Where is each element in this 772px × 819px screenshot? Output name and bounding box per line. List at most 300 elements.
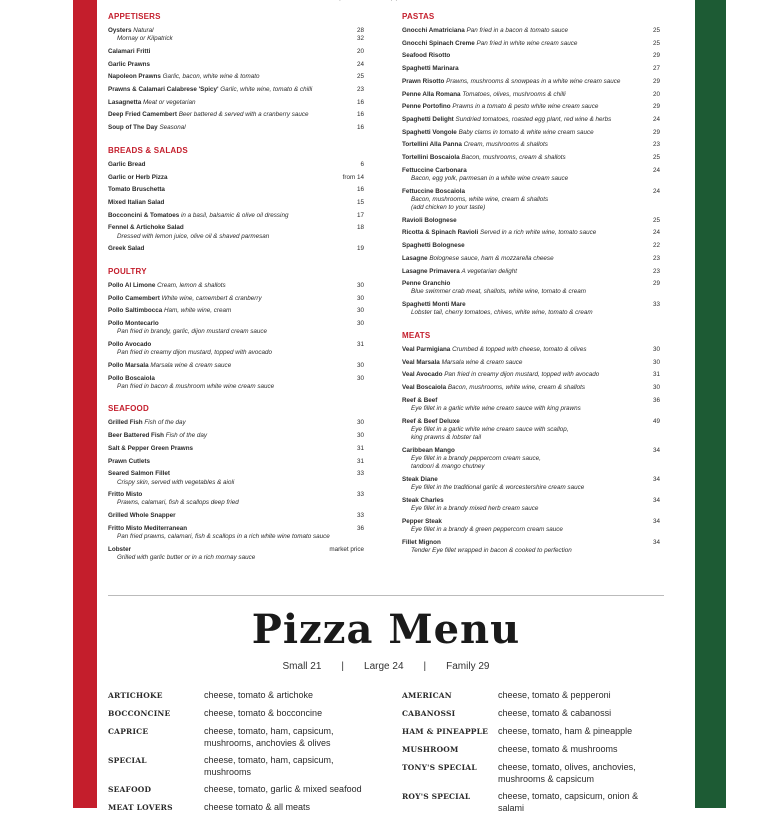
menu-item	[402, 476, 660, 492]
menu-item-name: Lasagne	[402, 254, 428, 262]
menu-item	[108, 512, 364, 520]
menu-item-price	[352, 86, 364, 94]
menu-item	[108, 362, 364, 370]
menu-item	[402, 371, 660, 379]
menu-item-description: Marsala wine & cream sauce	[441, 358, 523, 366]
pizza-item	[108, 689, 368, 702]
price-value: 49	[652, 417, 660, 425]
menu-item-price	[352, 491, 364, 507]
menu-item-description: Seasonal	[159, 124, 186, 132]
menu-item-name: Gnocchi Amatriciana	[402, 27, 465, 34]
price-value: 24	[652, 115, 660, 123]
price-value: 23	[652, 254, 660, 262]
size-separator: |	[341, 661, 345, 672]
menu-item-description: Cream, mushrooms & shallots	[463, 141, 548, 149]
price-value: 30	[356, 374, 364, 382]
menu-item-name: Reef & Beef	[402, 396, 438, 404]
menu-item-description: Garlic, bacon, white wine & tomato	[162, 73, 260, 81]
menu-item-name: Fettuccine Carbonara	[402, 166, 467, 174]
menu-item	[402, 40, 660, 48]
menu-item-name: Veal Marsala	[402, 358, 440, 366]
pizza-name: AMERICAN	[402, 691, 452, 700]
menu-item-price	[352, 282, 364, 290]
menu-item	[402, 154, 660, 162]
menu-item-description: Marsala wine & cream sauce	[150, 361, 232, 369]
price-value: 17	[356, 211, 364, 219]
pizza-description: cheese, tomato, olives, anchovies, mushrooms & capsicum	[498, 762, 636, 784]
menu-item-name: Bocconcini & Tomatoes	[108, 211, 180, 219]
menu-item-text	[402, 229, 648, 237]
menu-item-text	[402, 447, 648, 472]
menu-item-price	[352, 419, 364, 427]
menu-item-name: Gnocchi Spinach Creme	[402, 39, 475, 47]
menu-item-text	[108, 212, 352, 220]
menu-item-text	[108, 341, 352, 357]
menu-item-text	[402, 40, 648, 48]
right-menu-column	[402, 12, 660, 569]
price-value: 36	[356, 524, 364, 532]
menu-item-text	[402, 497, 648, 513]
menu-item-price	[352, 161, 364, 169]
menu-item-name: Tomato Bruschetta	[108, 186, 165, 194]
price-value: 23	[652, 141, 660, 149]
menu-item-description: A vegetarian delight	[461, 267, 517, 275]
price-value: 31	[356, 457, 364, 465]
menu-item	[108, 245, 364, 253]
menu-item	[108, 282, 364, 290]
menu-item-price	[648, 40, 660, 48]
menu-item	[108, 48, 364, 56]
menu-item-text	[108, 307, 352, 315]
section-title: POULTRY	[108, 266, 147, 276]
menu-item-detail: (add chicken to your taste)	[411, 204, 486, 212]
menu-item	[108, 224, 364, 240]
menu-item-description: Prawns, mushrooms & snowpeas in a white wine cream sauce	[446, 77, 621, 85]
menu-item-name: Pollo Montecarlo	[108, 320, 159, 328]
menu-item-price	[648, 154, 660, 162]
menu-item-text	[402, 167, 648, 183]
menu-item	[402, 78, 660, 86]
menu-item-text	[108, 512, 352, 520]
menu-item	[402, 268, 660, 276]
menu-item-text	[108, 375, 352, 391]
menu-item-name: Penne Granchio	[402, 280, 451, 288]
menu-item	[108, 432, 364, 440]
menu-item-detail: Prawns, calamari, fish & scallops deep fried	[117, 499, 239, 507]
menu-item-name: Fillet Mignon	[402, 538, 441, 546]
pizza-left-column	[108, 689, 368, 819]
menu-item-name: Oysters	[108, 27, 132, 34]
pizza-item	[108, 754, 368, 778]
pizza-name: ROY'S SPECIAL	[402, 792, 471, 801]
menu-item	[402, 280, 660, 296]
menu-item-price	[352, 199, 364, 207]
section-divider	[108, 595, 664, 596]
menu-item	[108, 99, 364, 107]
menu-item-text	[402, 91, 648, 99]
menu-item	[402, 217, 660, 225]
menu-item-detail: Pan fried in creamy dijon mustard, topped with avocado	[117, 349, 273, 357]
price-value: 31	[356, 340, 364, 348]
price-value: 30	[356, 419, 364, 427]
price-value: 30	[356, 361, 364, 369]
price-value: market price	[329, 545, 364, 553]
menu-item-price	[648, 476, 660, 492]
price-value: 34	[652, 538, 660, 546]
price-value: from 14	[342, 173, 364, 181]
menu-item-detail: Eye fillet in a brandy mixed herb cream sauce	[411, 505, 539, 513]
menu-item-price	[352, 320, 364, 336]
menu-item	[402, 518, 660, 534]
pizza-name: SEAFOOD	[108, 785, 152, 794]
menu-item-name: Pollo Marsala	[108, 361, 149, 369]
menu-item-description: Pan fried in a bacon & tomato sauce	[466, 27, 569, 34]
menu-item-text	[108, 124, 352, 132]
menu-item-description: Beer battered & served with a cranberry sauce	[178, 111, 309, 119]
menu-item-description: Natural	[133, 27, 154, 34]
section-title: PASTAS	[402, 12, 435, 21]
menu-item-name: Veal Boscaiola	[402, 384, 447, 392]
menu-item-price	[648, 539, 660, 555]
menu-item-name: Spaghetti Bolognese	[402, 242, 465, 250]
menu-item-price	[352, 27, 364, 43]
menu-item-price	[329, 546, 364, 562]
menu-item-text	[108, 186, 352, 194]
menu-item-price	[352, 445, 364, 453]
menu-item-text	[108, 61, 352, 69]
menu-item	[108, 470, 364, 486]
menu-item-price	[648, 217, 660, 225]
pizza-description: cheese, tomato & mushrooms	[498, 744, 618, 754]
menu-item-text	[402, 255, 648, 263]
menu-item	[402, 397, 660, 413]
menu-item	[108, 445, 364, 453]
menu-item-name: Mixed Italian Salad	[108, 198, 165, 206]
price-value: 30	[356, 294, 364, 302]
menu-item	[108, 307, 364, 315]
menu-item-detail: Pan fried in bacon & mushroom white wine cream sauce	[117, 382, 275, 390]
menu-item	[402, 255, 660, 263]
pizza-item	[402, 725, 662, 738]
menu-item-description: Prawns in a tomato & pesto white wine cream sauce	[452, 103, 599, 111]
pizza-description: cheese, tomato, garlic & mixed seafood	[204, 784, 362, 794]
menu-item-name: Beer Battered Fish	[108, 432, 164, 440]
menu-item-name: Salt & Pepper Green Prawns	[108, 444, 194, 452]
menu-item-name: Caribbean Mango	[402, 446, 455, 454]
menu-item-price	[648, 188, 660, 213]
menu-item-name: Soup of The Day	[108, 124, 158, 132]
section-title: APPETISERS	[108, 12, 161, 21]
menu-item-name: Garlic or Herb Pizza	[108, 173, 168, 181]
price-value: 6	[360, 160, 364, 168]
pizza-item	[108, 707, 368, 720]
menu-item-text	[402, 116, 648, 124]
header-note	[330, 0, 399, 1]
menu-item	[108, 124, 364, 132]
menu-item-text	[402, 301, 648, 317]
menu-item-detail: Eye fillet in a brandy & green peppercorn cream sauce	[411, 526, 563, 534]
menu-item-detail: Crispy skin, served with vegetables & aioli	[117, 478, 235, 486]
menu-item-price	[648, 301, 660, 317]
menu-item-text	[108, 432, 352, 440]
menu-item-price	[648, 103, 660, 111]
menu-item-price	[352, 212, 364, 220]
menu-item-price	[648, 65, 660, 73]
menu-item-detail: Eye fillet in a garlic white wine cream sauce with king prawns	[411, 405, 581, 413]
price-value: 18	[356, 224, 364, 232]
menu-item-name: Pollo Avocado	[108, 340, 152, 348]
price-value: 25	[652, 216, 660, 224]
price-value: 31	[356, 444, 364, 452]
menu-item	[108, 320, 364, 336]
menu-item-text	[402, 418, 648, 443]
menu-item-price	[648, 242, 660, 250]
size-price: Family 29	[446, 661, 490, 672]
price-value: 16	[356, 186, 364, 194]
menu-item-price	[648, 359, 660, 367]
pizza-item	[402, 707, 662, 720]
price-value: 29	[652, 128, 660, 136]
price-value: 16	[356, 111, 364, 119]
menu-item-description: Pan fried in creamy dijon mustard, topped with avocado	[444, 371, 600, 379]
menu-item-text	[108, 525, 352, 541]
menu-item-name: Lasagne Primavera	[402, 267, 460, 275]
menu-item-text	[402, 476, 648, 492]
menu-item-detail: Blue swimmer crab meat, shallots, white wine, tomato & cream	[411, 288, 586, 296]
menu-item	[108, 419, 364, 427]
menu-item	[108, 111, 364, 119]
menu-item-description: Garlic, white wine, tomato & chilli	[220, 86, 313, 94]
menu-item-name: Ricotta & Spinach Ravioli	[402, 229, 479, 237]
menu-item-name: Reef & Beef Deluxe	[402, 417, 460, 425]
menu-item-price	[352, 458, 364, 466]
menu-item-text	[402, 539, 648, 555]
pizza-item	[402, 790, 662, 814]
pizza-description: cheese, tomato & artichoke	[204, 690, 314, 700]
menu-item-price	[648, 52, 660, 60]
menu-item-detail: Mornay or Kilpatrick	[117, 35, 173, 43]
menu-item-text	[108, 470, 352, 486]
menu-item	[402, 167, 660, 183]
menu-item	[402, 418, 660, 443]
menu-item-detail: Lobster tail, cherry tomatoes, chives, white wine, tomato & cream	[411, 309, 593, 317]
menu-item-text	[402, 359, 648, 367]
menu-item-name: Fettuccine Boscaiola	[402, 187, 465, 195]
menu-item-description: Pan fried in white wine cream sauce	[476, 39, 578, 47]
price-value: 32	[356, 35, 364, 43]
section-title: BREADS & SALADS	[108, 145, 188, 155]
menu-item-name: Fritto Misto Mediterranean	[108, 524, 188, 532]
menu-item-text	[402, 188, 648, 213]
menu-item-price	[648, 141, 660, 149]
price-value: 33	[652, 301, 660, 309]
pizza-name: MUSHROOM	[402, 745, 459, 754]
menu-item-text	[108, 224, 352, 240]
pizza-description: cheese, tomato & cabanossi	[498, 708, 612, 718]
menu-item-detail: Tender Eye fillet wrapped in bacon & cooked to perfection	[411, 546, 572, 554]
pizza-name: BOCCONCINE	[108, 709, 171, 718]
menu-item-price	[352, 245, 364, 253]
menu-item	[108, 73, 364, 81]
menu-item	[108, 27, 364, 43]
menu-item-price	[352, 186, 364, 194]
menu-item-text	[402, 154, 648, 162]
menu-item-description: Crumbed & topped with cheese, tomato & olives	[452, 346, 587, 354]
menu-item	[402, 65, 660, 73]
pizza-item	[402, 689, 662, 702]
menu-item-description: Tomatoes, olives, mushrooms & chilli	[462, 90, 566, 98]
menu-item-price	[352, 341, 364, 357]
menu-item-text	[108, 86, 352, 94]
menu-item-description: Fish of the day	[144, 419, 186, 427]
menu-item	[402, 359, 660, 367]
menu-item-text	[402, 242, 648, 250]
menu-item-text	[402, 78, 648, 86]
menu-item	[402, 497, 660, 513]
price-value: 34	[652, 517, 660, 525]
menu-item-price	[648, 116, 660, 124]
pizza-item	[402, 761, 662, 785]
menu-item-name: Lobster	[108, 545, 132, 553]
menu-item-description: Bacon, mushrooms, white wine, cream & shallots	[447, 384, 586, 392]
menu-item-detail: Grilled with garlic butter or in a rich mornay sauce	[117, 553, 256, 561]
price-value: 28	[356, 27, 364, 34]
price-value: 27	[652, 65, 660, 73]
menu-item-price	[352, 48, 364, 56]
menu-item-name: Spaghetti Vongole	[402, 128, 457, 136]
menu-item-price	[648, 397, 660, 413]
menu-item-detail: Pan fried prawns, calamari, fish & scallops in a rich white wine tomato sauce	[117, 533, 330, 541]
menu-item-description: Sundried tomatoes, roasted egg plant, red wine & herbs	[455, 115, 612, 123]
menu-item-text	[108, 48, 352, 56]
menu-item-price	[648, 418, 660, 443]
menu-item-price	[648, 280, 660, 296]
menu-item-text	[402, 52, 648, 60]
price-value: 24	[652, 166, 660, 174]
price-value: 25	[652, 27, 660, 34]
pizza-menu-title: Pizza Menu	[251, 606, 521, 653]
size-price: Large 24	[364, 661, 404, 672]
menu-item-description: in a basil, balsamic & olive oil dressing	[181, 211, 289, 219]
menu-item-price	[648, 167, 660, 183]
menu-item-name: Fritto Misto	[108, 491, 143, 499]
menu-item-price	[352, 470, 364, 486]
price-value: 29	[652, 280, 660, 288]
menu-item-text	[402, 371, 648, 379]
price-value: 25	[652, 154, 660, 162]
menu-item-text	[402, 346, 648, 354]
pizza-name: ARTICHOKE	[108, 691, 163, 700]
pizza-name: SPECIAL	[108, 756, 147, 765]
menu-item-description: Bacon, mushrooms, cream & shallots	[461, 154, 566, 162]
menu-item	[402, 188, 660, 213]
menu-item-price	[648, 91, 660, 99]
menu-item	[108, 458, 364, 466]
price-value: 29	[652, 52, 660, 60]
price-value: 30	[356, 320, 364, 328]
menu-item-text	[108, 199, 352, 207]
price-value: 30	[652, 346, 660, 354]
menu-item-price	[648, 447, 660, 472]
menu-item-price	[648, 371, 660, 379]
menu-item-text	[108, 458, 352, 466]
menu-item	[108, 212, 364, 220]
price-value: 25	[356, 73, 364, 81]
menu-item-description: Fish of the day	[165, 432, 208, 440]
menu-item-detail: Bacon, mushrooms, white wine, cream & shallots	[411, 195, 549, 203]
price-value: 33	[356, 470, 364, 478]
menu-item-detail: Eye fillet in a garlic white wine cream sauce with scallop,	[411, 426, 569, 433]
pizza-description: cheese, tomato, ham & pineapple	[498, 726, 633, 736]
menu-item-name: Fennel & Artichoke Salad	[108, 224, 184, 232]
menu-item	[402, 346, 660, 354]
menu-item-price	[352, 124, 364, 132]
menu-item-price	[648, 229, 660, 237]
pizza-description: cheese, tomato & bocconcine	[204, 708, 323, 718]
menu-item-text	[108, 445, 352, 453]
pizza-name: MEAT LOVERS	[108, 803, 173, 812]
menu-item-price	[352, 111, 364, 119]
price-value: 30	[356, 307, 364, 315]
menu-item-name: Calamari Fritti	[108, 47, 151, 55]
menu-item-name: Spaghetti Monti Mare	[402, 301, 466, 309]
menu-item-text	[402, 27, 648, 35]
menu-item	[108, 186, 364, 194]
menu-item-price	[648, 255, 660, 263]
price-value: 19	[356, 245, 364, 253]
menu-item-name: Pollo Boscaiola	[108, 374, 155, 382]
menu-item-text	[402, 141, 648, 149]
pizza-name: TONY'S SPECIAL	[402, 763, 477, 772]
menu-item-description: White wine, camembert & cranberry	[161, 294, 262, 302]
menu-item	[108, 525, 364, 541]
menu-item-price	[648, 129, 660, 137]
menu-item-name: Spaghetti Marinara	[402, 65, 459, 73]
menu-item-price	[648, 497, 660, 513]
menu-item-name: Grilled Fish	[108, 419, 143, 427]
menu-item-text	[108, 111, 352, 119]
menu-item-text	[108, 546, 329, 562]
menu-item-text	[108, 491, 352, 507]
menu-item	[108, 161, 364, 169]
left-menu-column	[108, 12, 364, 576]
menu-item	[108, 199, 364, 207]
menu-item-price	[343, 174, 364, 182]
price-value: 29	[652, 103, 660, 111]
section-title: MEATS	[402, 331, 431, 341]
menu-item-detail: Eye fillet in a brandy peppercorn cream sauce,	[411, 455, 541, 463]
menu-item-price	[352, 512, 364, 520]
menu-item-name: Veal Avocado	[402, 371, 443, 379]
menu-item	[402, 91, 660, 99]
menu-item-text	[402, 129, 648, 137]
menu-item-text	[402, 397, 648, 413]
menu-item	[402, 116, 660, 124]
menu-item-detail: Pan fried in brandy, garlic, dijon mustard cream sauce	[117, 328, 268, 336]
menu-item-text	[402, 268, 648, 276]
menu-item-text	[108, 174, 343, 182]
menu-item-name: Steak Diane	[402, 476, 438, 484]
menu-item	[108, 546, 364, 562]
menu-item-name: Ravioli Bolognese	[402, 216, 457, 224]
price-value: 20	[356, 47, 364, 55]
price-value: 30	[356, 281, 364, 289]
menu-item-name: Prawn Risotto	[402, 77, 445, 85]
menu-item-name: Veal Parmigiana	[402, 346, 451, 354]
menu-item	[108, 61, 364, 69]
menu-item-name: Pollo Al Limone	[108, 281, 156, 289]
menu-item-description: Ham, white wine, cream	[164, 307, 232, 315]
